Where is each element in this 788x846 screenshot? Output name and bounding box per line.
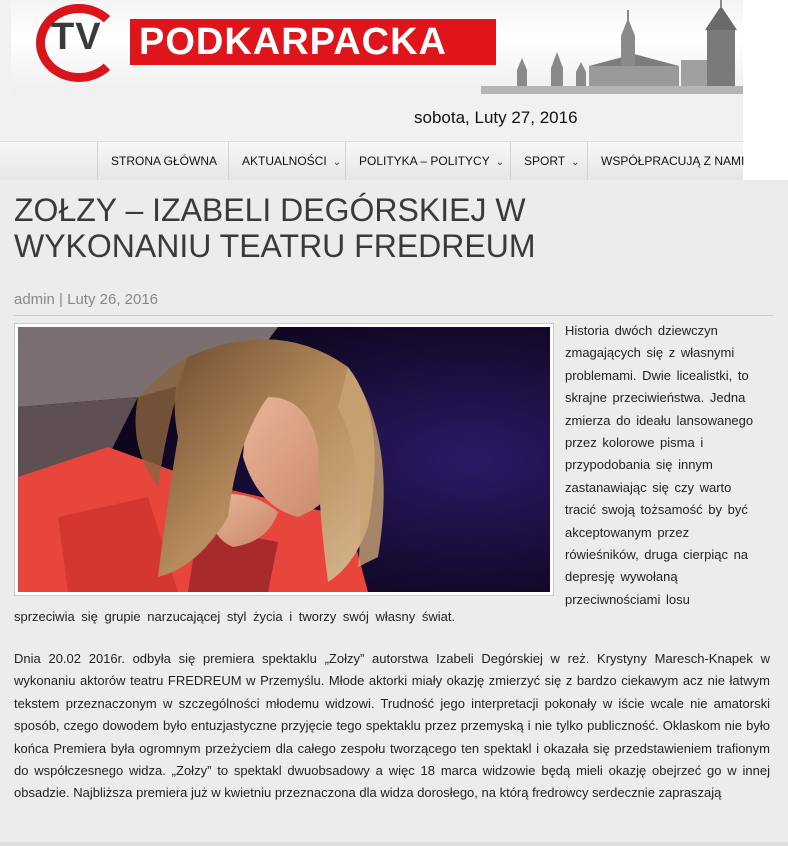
chevron-down-icon: ⌄ <box>571 157 580 168</box>
side-line: skrajne przeciwieństwa. Jedna <box>565 390 746 406</box>
article-meta <box>14 291 158 308</box>
chevron-down-icon: ⌄ <box>495 157 505 168</box>
intro-side-text <box>565 320 768 611</box>
chevron-down-icon: ⌄ <box>332 157 342 168</box>
article-paragraph: Dnia 20.02 2016r. odbyła się premiera spektaklu „Zołzy” autorstwa Izabeli Degórskiej w reż. Krystyny Maresch-Knapek w wykonaniu aktorów teatru FREDREUM w Przemyślu. Młode aktorki miały okazję zmierzyć się z bardzo ciekawym acz nie łatwym tekstem przeznaczonym w szczególności młodemu widzowi. Trudność jego interpretacji pokonały w iście wcale nie amatorski sposób, czego dowodem było entuzjastyczne przyjęcie tego spektaklu przez przemyską i nie tylko publiczność. Oklaskom nie było końca Premiera była ogromnym przeżyciem dla całego zespołu tworzącego ten spektakl i okazała się przedstawieniem trafionym do współczesnego widza. „Zołzy” to spektakl dwuobsadowy a więc 18 marca widzowie będą mieli okazję obejrzeć go w innej obsadzie. Najbliższa premiera już w kwietniu przeznaczona dla widza dorosłego, na którą fredrowcy serdecznie zapraszają <box>14 651 770 801</box>
side-line: przeciwnościami losu <box>565 591 690 607</box>
article-photo[interactable] <box>18 327 550 592</box>
nav-item-label: SPORT <box>524 154 566 168</box>
nav-item-sport[interactable] <box>510 142 587 180</box>
side-line: Historia dwóch dziewczyn <box>565 323 718 338</box>
side-line: tracić swoją tożsamość by być <box>565 502 748 518</box>
main-navigation <box>0 141 743 180</box>
nav-item-news[interactable] <box>228 142 345 180</box>
city-skyline-icon <box>481 0 743 94</box>
side-line: depresję wywołaną <box>565 569 678 585</box>
nav-item-label: STRONA GŁÓWNA <box>111 154 218 168</box>
current-date: sobota, Luty 27, 2016 <box>414 108 578 127</box>
side-line: przez kolorowe pisma i <box>565 435 704 451</box>
nav-item-label: POLITYKA – POLITYCY <box>359 154 490 168</box>
side-line: zastanawiając się czy warto <box>565 479 732 495</box>
side-line: problemami. Dwie licealistki, to <box>565 367 749 383</box>
logo-name-text: PODKARPACKA <box>139 21 447 63</box>
article-date: Luty 26, 2016 <box>67 291 159 308</box>
side-line: zmierza do ideału lansowanego <box>565 412 754 428</box>
nav-item-label: AKTUALNOŚCI <box>242 154 327 168</box>
nav-item-home[interactable] <box>97 142 228 180</box>
site-header <box>0 0 743 180</box>
logo-tv-text: TV <box>51 16 102 58</box>
divider <box>14 315 774 316</box>
header-banner[interactable] <box>11 0 743 94</box>
nav-item-politics[interactable] <box>345 142 510 180</box>
footer-divider <box>0 842 788 846</box>
actress-photo-icon <box>18 327 550 592</box>
side-line: rówieśników, druga cierpiąc na <box>565 547 749 563</box>
nav-item-label: WSPÓŁPRACUJĄ Z NAMI <box>601 154 745 168</box>
side-line: przypodobania się innym <box>565 457 713 473</box>
article-author[interactable]: admin <box>14 291 55 308</box>
side-line: zmagających się z własnymi <box>565 345 735 361</box>
side-line: akceptowanym przez <box>565 524 690 540</box>
meta-separator: | <box>59 291 63 308</box>
nav-item-partners[interactable] <box>587 142 743 180</box>
intro-continuation: sprzeciwia się grupie narzucającej styl życia i tworzy swój własny świat. <box>14 609 456 624</box>
article-title[interactable]: ZOŁZY – IZABELI DEGÓRSKIEJ W WYKONANIU TEATRU FREDREUM <box>14 192 536 264</box>
